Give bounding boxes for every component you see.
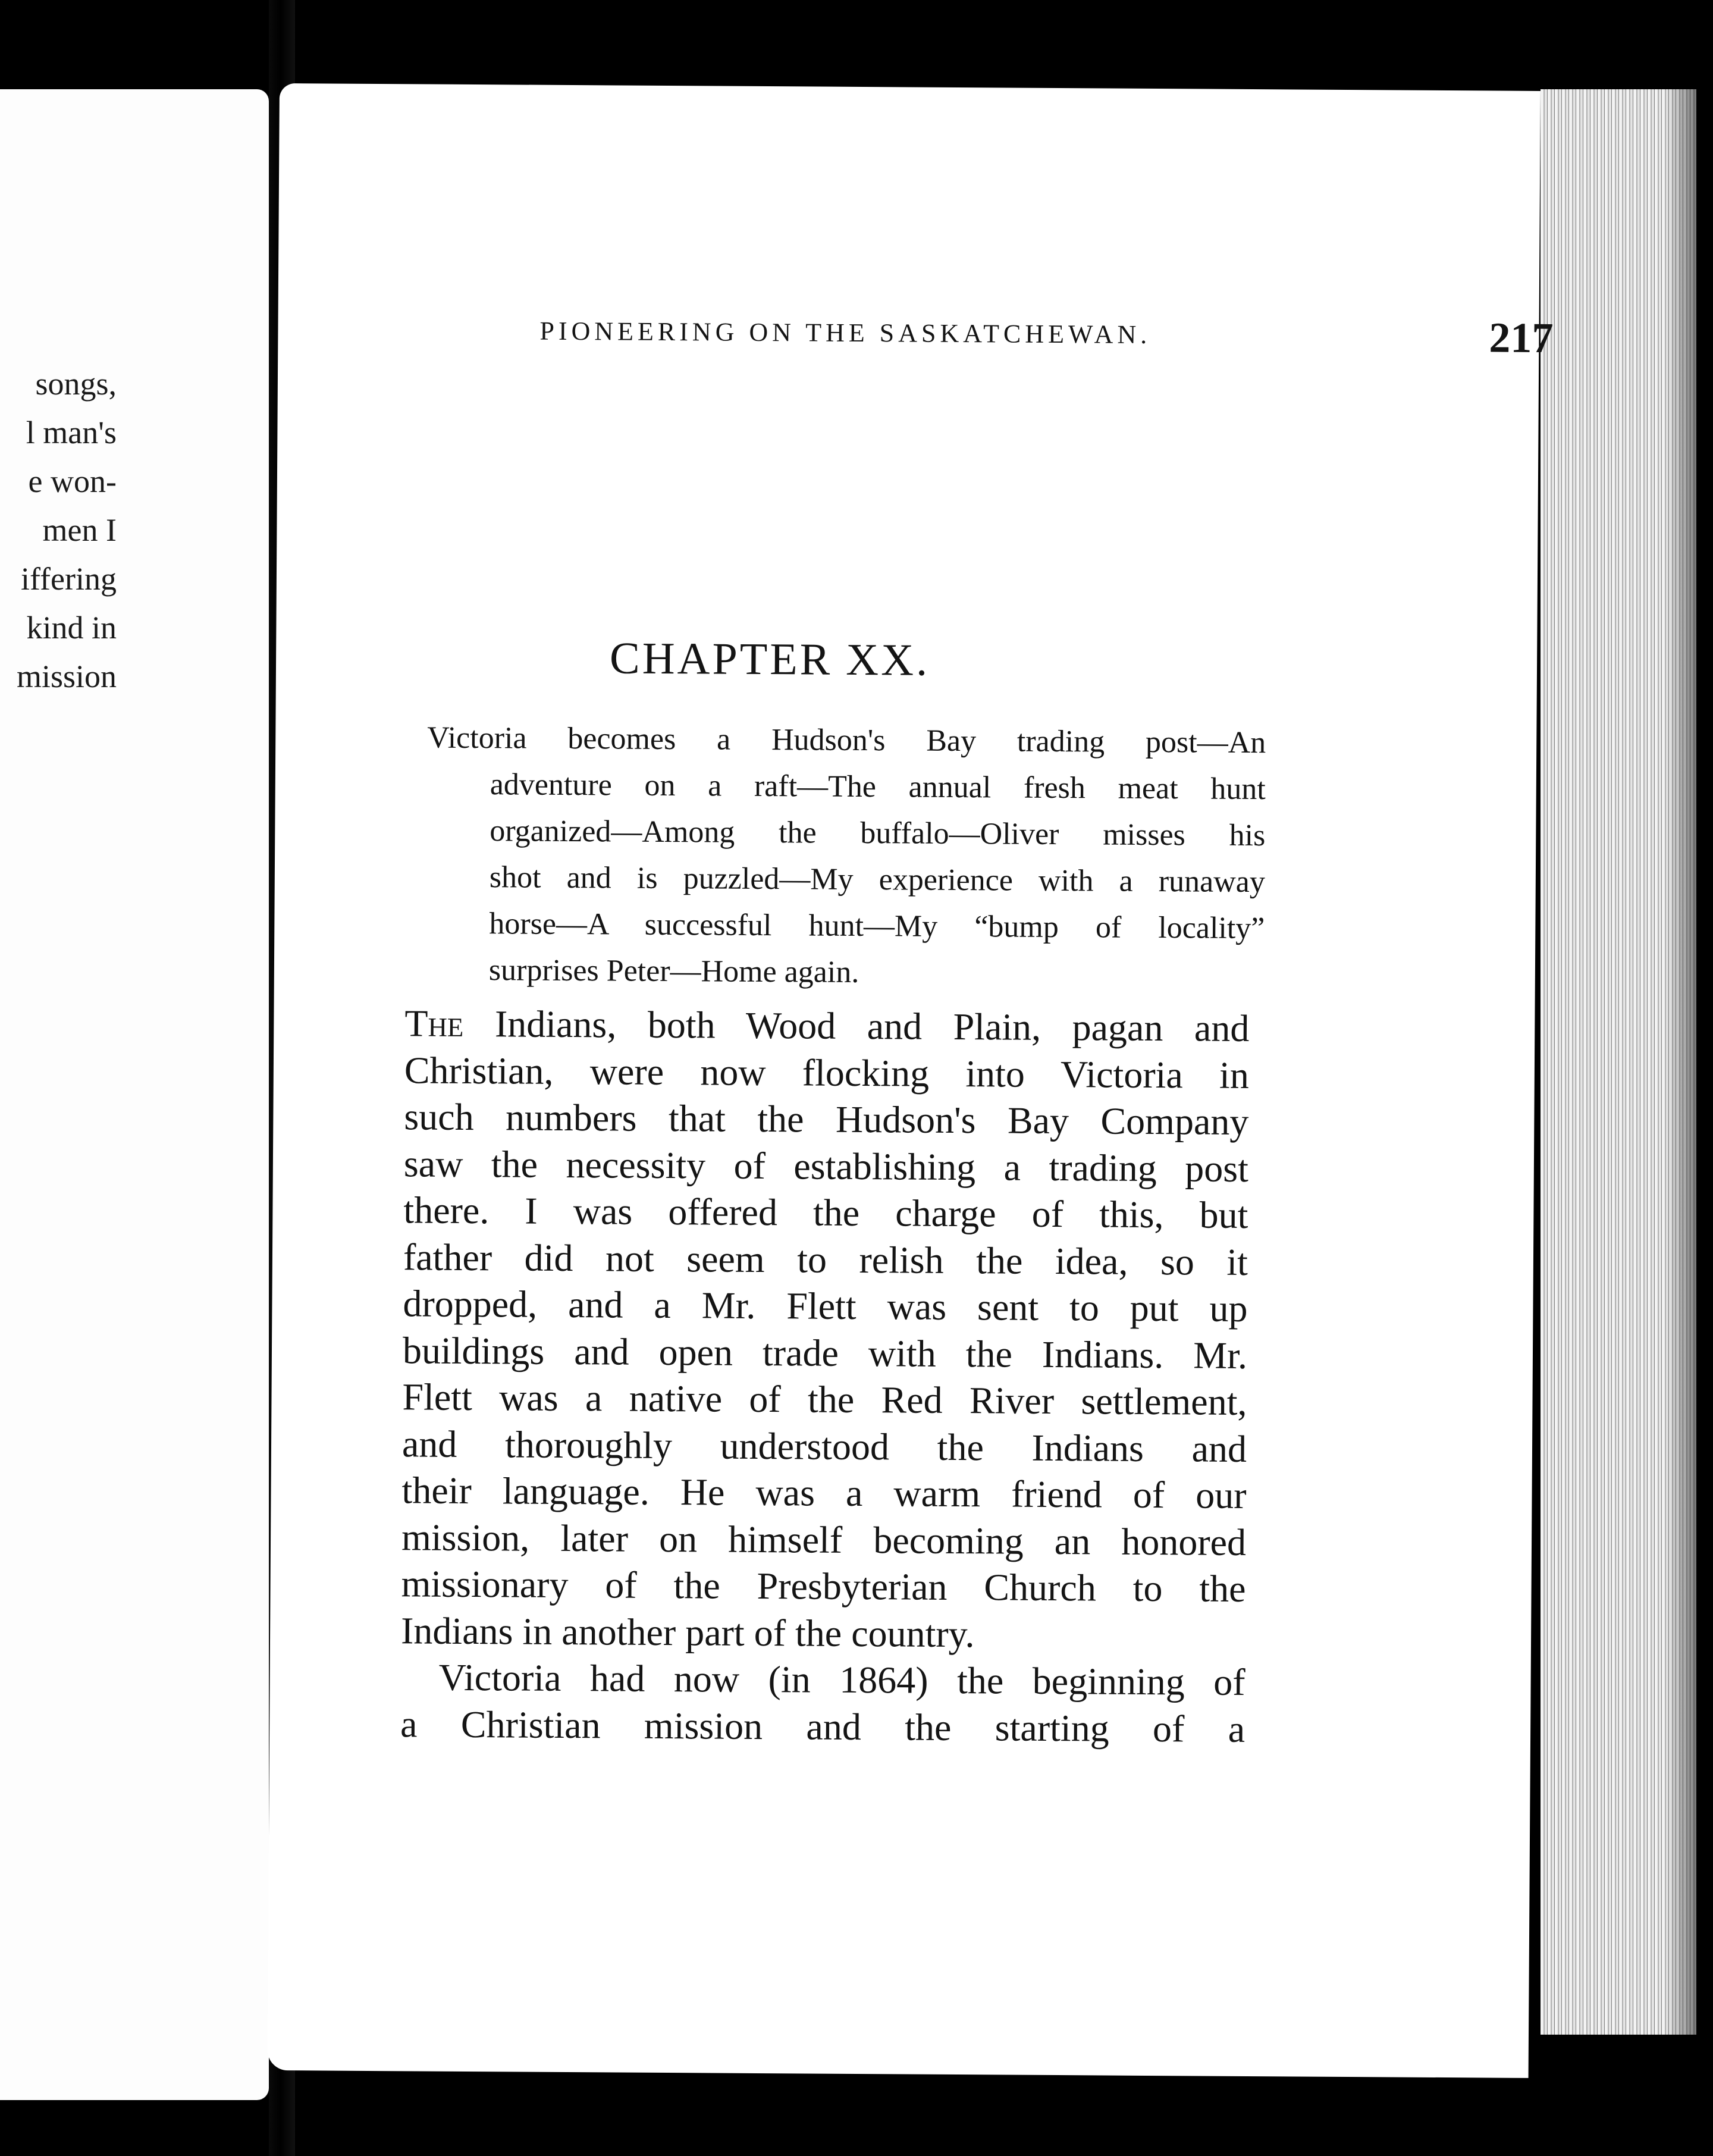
body-line: Flett was a native of the Red River settlement, <box>402 1375 1247 1423</box>
body-text <box>400 1000 1250 1753</box>
body-line: Christian, were now flocking into Victoria in <box>404 1048 1250 1096</box>
body-line: a Christian mission and the starting of a <box>400 1702 1245 1750</box>
running-title: PIONEERING ON THE SASKATCHEWAN. <box>539 316 1152 349</box>
right-page <box>268 83 1554 2078</box>
synopsis-line: shot and is puzzled—My experience with a runaway <box>489 860 1266 900</box>
body-line: saw the necessity of establishing a trading post <box>403 1142 1249 1190</box>
body-line: there. I was offered the charge of this, but <box>403 1189 1248 1236</box>
synopsis-line: surprises Peter—Home again. <box>488 953 859 989</box>
left-page-line: e won- <box>28 463 117 499</box>
running-header <box>539 314 1554 362</box>
body-line: missionary of the Presbyterian Church to the <box>401 1562 1246 1610</box>
body-line <box>404 1000 1249 1052</box>
left-page-line: l man's <box>26 415 117 450</box>
left-page-line: iffering <box>21 561 117 597</box>
body-line: dropped, and a Mr. Flett was sent to put up <box>403 1282 1248 1330</box>
synopsis-line: organized—Among the buffalo—Oliver misses his <box>490 814 1266 853</box>
chapter-title: CHAPTER XX. <box>609 633 930 685</box>
body-line: father did not seem to relish the idea, so it <box>403 1235 1248 1283</box>
left-page-line: kind in <box>26 610 117 645</box>
body-line: buildings and open trade with the Indians. Mr. <box>402 1328 1248 1377</box>
synopsis-line: adventure on a raft—The annual fresh meat hunt <box>490 767 1266 807</box>
page-number: 217 <box>1489 314 1554 362</box>
body-line: their language. He was a warm friend of our <box>401 1469 1247 1516</box>
opening-word: The <box>404 1002 464 1045</box>
body-line: Victoria had now (in 1864) the beginning of <box>438 1656 1245 1703</box>
chapter-synopsis <box>426 715 1266 999</box>
left-facing-page <box>0 89 269 2100</box>
left-page-line: mission <box>16 659 117 694</box>
body-line: and thoroughly understood the Indians and <box>401 1422 1247 1470</box>
left-page-line: songs, <box>35 366 117 402</box>
body-line: Indians in another part of the country. <box>400 1609 975 1655</box>
body-line: such numbers that the Hudson's Bay Company <box>404 1095 1249 1143</box>
body-line: mission, later on himself becoming an honored <box>401 1515 1247 1563</box>
page-stack-shadow <box>1665 89 1701 2035</box>
synopsis-line: Victoria becomes a Hudson's Bay trading post—An <box>427 720 1266 760</box>
left-page-line: men I <box>42 512 117 548</box>
body-line-text: Indians, both Wood and Plain, pagan and <box>494 1002 1250 1049</box>
synopsis-line: horse—A successful hunt—My “bump of locality” <box>489 907 1265 946</box>
